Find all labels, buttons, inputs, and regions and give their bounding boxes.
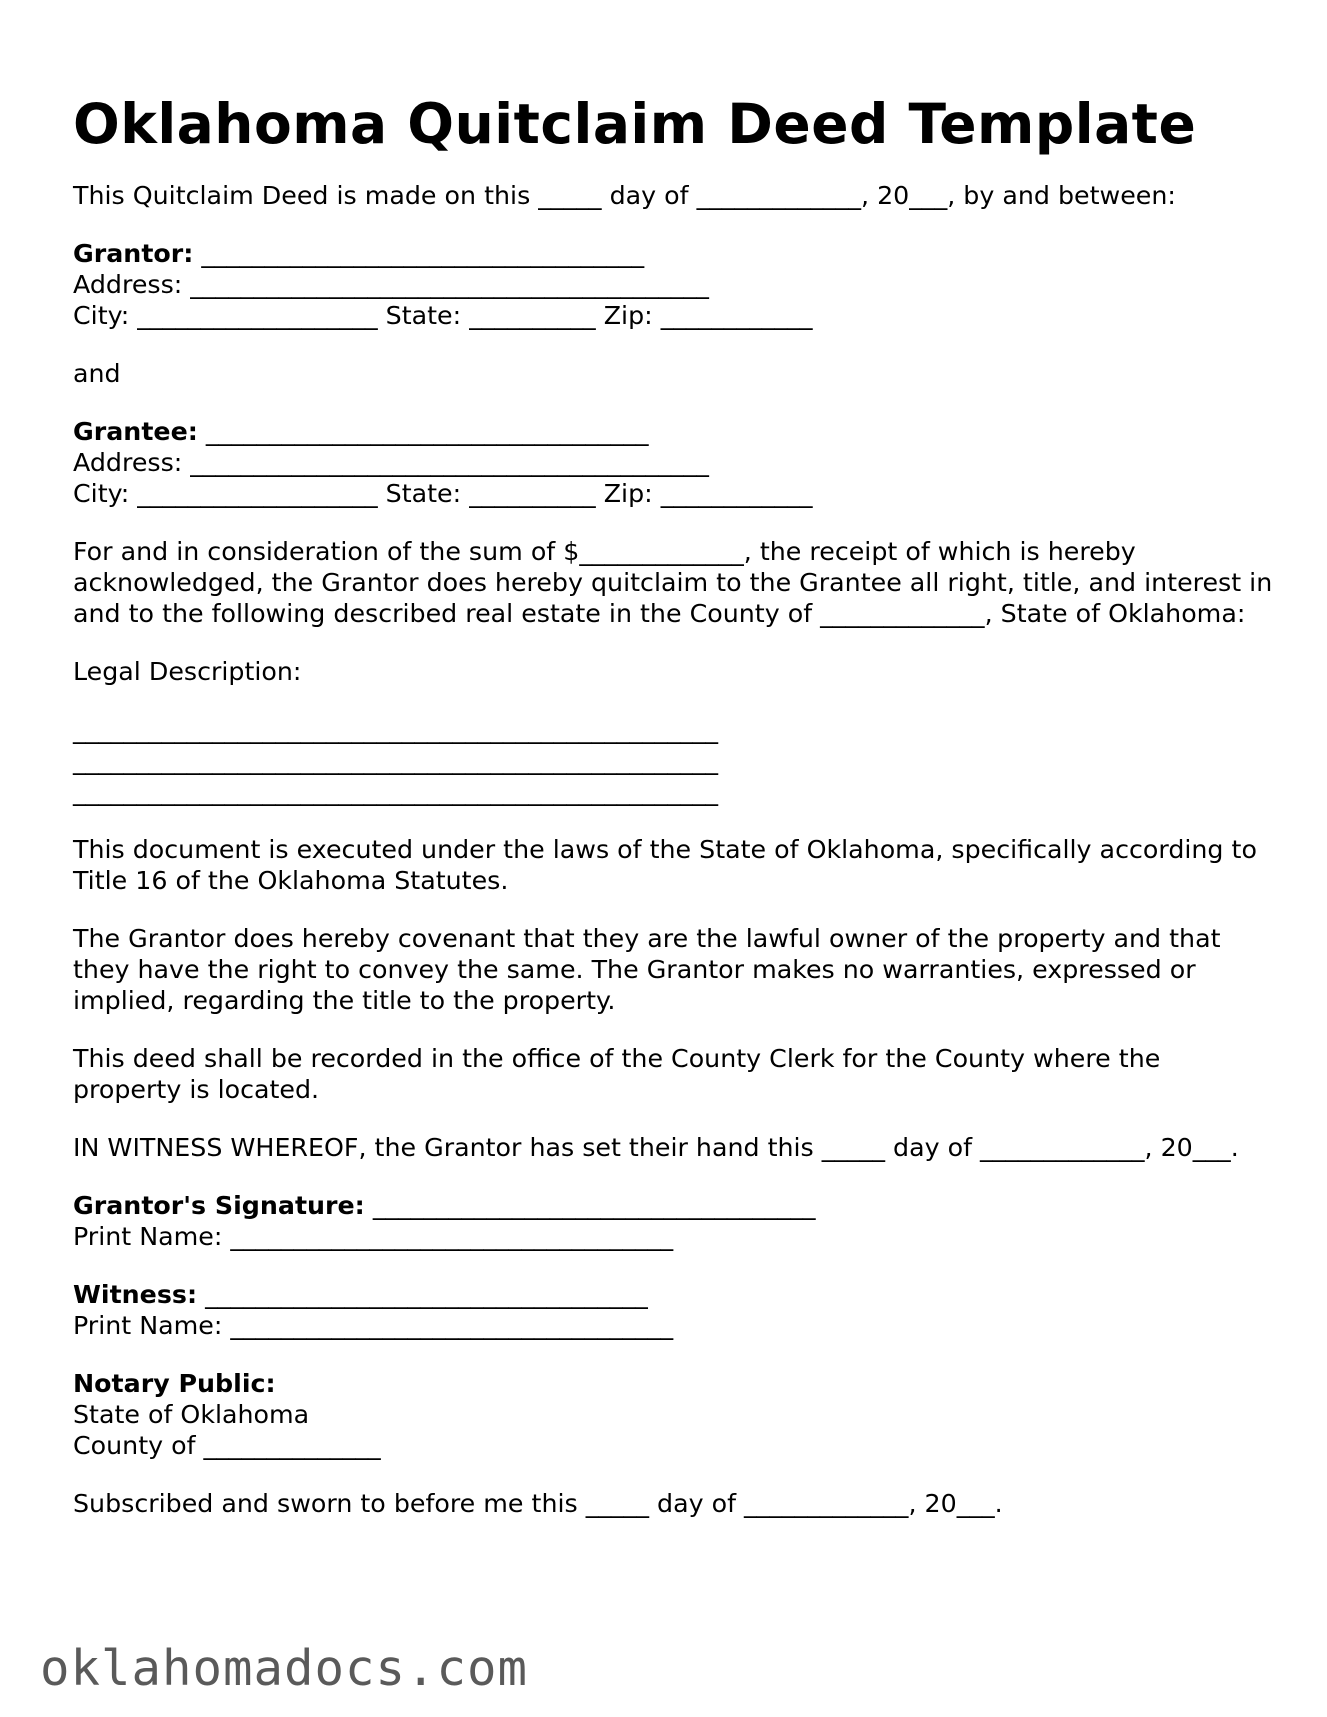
grantee-section	[73, 416, 1273, 509]
grantor-name-line: ___________________________________	[193, 239, 645, 268]
legal-description-lines	[73, 714, 1273, 807]
document-title: Oklahoma Quitclaim Deed Template	[73, 92, 1197, 156]
grantor-label: Grantor:	[73, 239, 194, 268]
grantee-name-line: ___________________________________	[197, 417, 649, 446]
witness-whereof-paragraph: IN WITNESS WHEREOF, the Grantor has set their hand this _____ day of _____________, 20___.	[73, 1133, 1239, 1162]
legal-description-line: ___________________________________________________	[73, 715, 719, 744]
grantee-label: Grantee:	[73, 417, 198, 446]
notary-label: Notary Public:	[73, 1369, 276, 1398]
witness-label: Witness:	[73, 1280, 198, 1309]
legal-description-line: ___________________________________________________	[73, 777, 719, 806]
laws-paragraph: This document is executed under the laws of the State of Oklahoma, specifically according to Title 16 of the Oklahoma Statutes.	[73, 835, 1265, 895]
notary-section	[73, 1368, 1273, 1461]
witness-signature-line: ___________________________________	[197, 1280, 648, 1309]
notary-sworn-line: Subscribed and sworn to before me this _____ day of _____________, 20___.	[73, 1489, 1003, 1518]
legal-description-line: ___________________________________________________	[73, 746, 719, 775]
covenant-paragraph: The Grantor does hereby covenant that they are the lawful owner of the property and that they have the right to convey the same. The Grantor makes no warranties, expressed or implied, regarding the title to the property.	[73, 924, 1229, 1015]
grantor-address-line: Address: _________________________________________	[73, 270, 709, 299]
grantee-city-state-zip-line: City: ___________________ State: __________ Zip: ____________	[73, 479, 813, 508]
notary-county-line: County of ______________	[73, 1431, 381, 1460]
grantor-signature-section	[73, 1190, 1273, 1252]
consideration-paragraph: For and in consideration of the sum of $_____________, the receipt of which is hereby acknowledged, the Grantor does hereby quitclaim to the Grantee all right, title, and interest in and to the following described real estate in the County of _____________, State of Oklahoma:	[73, 537, 1281, 628]
grantor-print-name-line: Print Name: ___________________________________	[73, 1222, 674, 1251]
footer-watermark: oklahomadocs.com	[40, 1640, 529, 1697]
and-text: and	[73, 359, 121, 388]
notary-state: State of Oklahoma	[73, 1400, 310, 1429]
grantor-section	[73, 238, 1273, 331]
grantor-signature-label: Grantor's Signature:	[73, 1191, 365, 1220]
grantor-city-state-zip-line: City: ___________________ State: __________ Zip: ____________	[73, 301, 813, 330]
grantor-signature-line: ___________________________________	[364, 1191, 816, 1220]
witness-print-name-line: Print Name: ___________________________________	[73, 1311, 674, 1340]
deed-document	[73, 88, 1281, 1519]
grantee-address-line: Address: _________________________________________	[73, 448, 709, 477]
witness-section	[73, 1279, 1273, 1341]
legal-description-label: Legal Description:	[73, 657, 302, 686]
recording-paragraph: This deed shall be recorded in the office of the County Clerk for the County where the property is located.	[73, 1044, 1169, 1104]
intro-text: This Quitclaim Deed is made on this _____ day of _____________, 20___, by and between:	[73, 181, 1176, 210]
